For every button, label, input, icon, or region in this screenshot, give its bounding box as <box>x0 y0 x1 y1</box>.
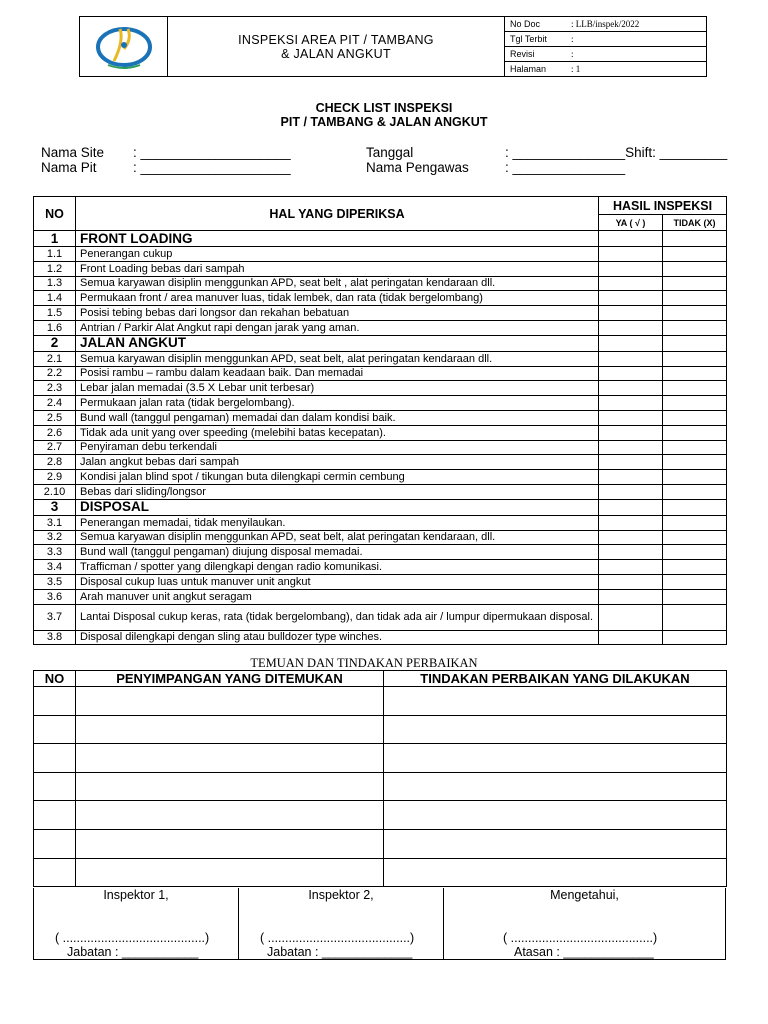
item-text: Arah manuver unit angkut seragam <box>76 589 599 604</box>
item-number: 2.8 <box>34 455 76 470</box>
item-text: Disposal dilengkapi dengan sling atau bulldozer type winches. <box>76 630 599 645</box>
table-row <box>34 858 727 887</box>
table-row <box>34 715 727 744</box>
section-number: 1 <box>34 231 76 247</box>
result-yes-cell[interactable] <box>599 410 663 425</box>
col-header-yes: YA ( √ ) <box>599 215 663 231</box>
result-no-cell[interactable] <box>663 470 727 485</box>
table-row <box>34 604 727 630</box>
result-yes-cell[interactable] <box>599 366 663 381</box>
item-text: Antrian / Parkir Alat Angkut rapi dengan jarak yang aman. <box>76 320 599 335</box>
item-text: Kondisi jalan blind spot / tikungan buta dilengkapi cermin cembung <box>76 470 599 485</box>
result-yes-cell[interactable] <box>599 351 663 366</box>
result-no-cell[interactable] <box>663 574 727 589</box>
item-number: 2.5 <box>34 410 76 425</box>
item-number: 2.1 <box>34 351 76 366</box>
item-number: 1.2 <box>34 261 76 276</box>
inspector1-title: Inspektor 1, <box>103 888 169 902</box>
item-text: Bund wall (tanggul pengaman) memadai dan dalam kondisi baik. <box>76 410 599 425</box>
result-no-cell[interactable] <box>663 320 727 335</box>
meta-row-issue-date <box>505 32 706 47</box>
action-cell[interactable] <box>384 772 727 801</box>
finding-no-cell[interactable] <box>34 744 76 773</box>
item-number: 3.8 <box>34 630 76 645</box>
item-text: Semua karyawan disiplin menggunkan APD, seat belt, alat peringatan kendaraan, dll. <box>76 530 599 545</box>
action-cell[interactable] <box>384 858 727 887</box>
col-header-item: HAL YANG DIPERIKSA <box>76 197 599 231</box>
approver-title: Mengetahui, <box>550 888 619 902</box>
site-label: Nama Site <box>41 145 105 160</box>
pit-field[interactable]: : ____________________ <box>133 160 291 175</box>
inspector1-job-line: Jabatan : ___________ <box>67 945 199 959</box>
inspector2-title: Inspektor 2, <box>308 888 374 902</box>
item-number: 2.4 <box>34 396 76 411</box>
inspector1-name-line: ( .........................................) <box>55 931 210 945</box>
col-header-no: NO <box>34 197 76 231</box>
item-text: Semua karyawan disiplin menggunkan APD, seat belt , alat peringatan kendaraan dll. <box>76 276 599 291</box>
result-no-cell[interactable] <box>663 381 727 396</box>
date-shift-field[interactable]: : _______________Shift: _________ <box>505 145 728 160</box>
table-row <box>34 410 727 425</box>
approver-signature[interactable] <box>444 888 725 959</box>
meta-value: : <box>571 34 574 44</box>
result-no-cell[interactable] <box>663 530 727 545</box>
findings-col-no: NO <box>34 671 76 687</box>
result-yes-cell[interactable] <box>599 425 663 440</box>
table-row <box>34 470 727 485</box>
header-title-line1: INSPEKSI AREA PIT / TAMBANG <box>238 32 434 47</box>
meta-label: Tgl Terbit <box>510 34 547 44</box>
findings-table <box>33 670 727 887</box>
result-yes-cell[interactable] <box>599 247 663 262</box>
meta-label: Halaman <box>510 64 547 74</box>
result-yes-cell[interactable] <box>599 381 663 396</box>
result-no-cell[interactable] <box>663 560 727 575</box>
supervisor-field[interactable]: : _______________ <box>505 160 626 175</box>
document-meta <box>505 17 706 76</box>
meta-value: : <box>571 49 574 59</box>
table-row <box>34 589 727 604</box>
result-no-cell[interactable] <box>663 306 727 321</box>
header-title-line2: & JALAN ANGKUT <box>281 46 391 61</box>
item-number: 3.4 <box>34 560 76 575</box>
checklist-table <box>33 196 727 645</box>
section-row-disposal <box>34 499 727 515</box>
result-no-cell[interactable] <box>663 276 727 291</box>
table-row <box>34 455 727 470</box>
company-logo-icon <box>94 21 154 73</box>
result-yes-cell[interactable] <box>599 560 663 575</box>
meta-row-doc-no <box>505 17 706 32</box>
table-row <box>34 381 727 396</box>
col-header-no-mark: TIDAK (X) <box>663 215 727 231</box>
section-row-haul-road <box>34 335 727 351</box>
item-text: Lantai Disposal cukup keras, rata (tidak bergelombang), dan tidak ada air / lumpur dipermukaan disposal. <box>76 604 599 630</box>
meta-row-revision <box>505 47 706 62</box>
result-no-cell[interactable] <box>663 261 727 276</box>
inspector2-signature[interactable] <box>239 888 444 959</box>
result-yes-cell[interactable] <box>599 545 663 560</box>
result-no-cell[interactable] <box>663 231 727 247</box>
item-text: Penerangan cukup <box>76 247 599 262</box>
item-text: Posisi rambu – rambu dalam keadaan baik. Dan memadai <box>76 366 599 381</box>
result-yes-cell[interactable] <box>599 276 663 291</box>
result-yes-cell[interactable] <box>599 470 663 485</box>
result-yes-cell[interactable] <box>599 396 663 411</box>
result-yes-cell[interactable] <box>599 530 663 545</box>
section-row-front-loading <box>34 231 727 247</box>
table-row <box>34 772 727 801</box>
result-no-cell[interactable] <box>663 484 727 499</box>
result-yes-cell[interactable] <box>599 291 663 306</box>
item-text: Front Loading bebas dari sampah <box>76 261 599 276</box>
approver-job-line: Atasan : _____________ <box>514 945 654 959</box>
item-number: 3.6 <box>34 589 76 604</box>
finding-no-cell[interactable] <box>34 801 76 830</box>
finding-cell[interactable] <box>76 715 384 744</box>
item-text: Bund wall (tanggul pengaman) diujung disposal memadai. <box>76 545 599 560</box>
inspector2-name-line: ( .........................................) <box>260 931 415 945</box>
item-text: Disposal cukup luas untuk manuver unit angkut <box>76 574 599 589</box>
result-no-cell[interactable] <box>663 589 727 604</box>
table-row <box>34 530 727 545</box>
table-row <box>34 351 727 366</box>
result-no-cell[interactable] <box>663 425 727 440</box>
table-row <box>34 366 727 381</box>
item-number: 2.10 <box>34 484 76 499</box>
findings-col-finding: PENYIMPANGAN YANG DITEMUKAN <box>76 671 384 687</box>
finding-no-cell[interactable] <box>34 829 76 858</box>
item-number: 3.2 <box>34 530 76 545</box>
approver-name-line: ( .........................................) <box>503 931 658 945</box>
result-no-cell[interactable] <box>663 515 727 530</box>
item-text: Tidak ada unit yang over speeding (melebihi batas kecepatan). <box>76 425 599 440</box>
result-no-cell[interactable] <box>663 410 727 425</box>
action-cell[interactable] <box>384 829 727 858</box>
result-yes-cell[interactable] <box>599 589 663 604</box>
meta-label: Revisi <box>510 49 535 59</box>
col-header-result: HASIL INSPEKSI <box>599 197 727 215</box>
result-yes-cell[interactable] <box>599 455 663 470</box>
inspector1-signature[interactable] <box>34 888 239 959</box>
findings-header-row <box>34 671 727 687</box>
document-header <box>79 16 707 77</box>
table-row <box>34 515 727 530</box>
finding-no-cell[interactable] <box>34 858 76 887</box>
table-row <box>34 276 727 291</box>
result-no-cell[interactable] <box>663 396 727 411</box>
section-number: 2 <box>34 335 76 351</box>
supervisor-label: Nama Pengawas <box>366 160 469 175</box>
result-yes-cell[interactable] <box>599 320 663 335</box>
result-no-cell[interactable] <box>663 499 727 515</box>
item-number: 3.7 <box>34 604 76 630</box>
checklist-title-line2: PIT / TAMBANG & JALAN ANGKUT <box>280 115 488 129</box>
result-yes-cell[interactable] <box>599 484 663 499</box>
item-text: Trafficman / spotter yang dilengkapi dengan radio komunikasi. <box>76 560 599 575</box>
finding-cell[interactable] <box>76 687 384 716</box>
item-text: Penerangan memadai, tidak menyilaukan. <box>76 515 599 530</box>
item-text: Bebas dari sliding/longsor <box>76 484 599 499</box>
checklist-title-line1: CHECK LIST INSPEKSI <box>315 101 453 115</box>
action-cell[interactable] <box>384 715 727 744</box>
result-no-cell[interactable] <box>663 440 727 455</box>
result-yes-cell[interactable] <box>599 630 663 645</box>
meta-value: : LLB/inspek/2022 <box>571 19 640 29</box>
finding-no-cell[interactable] <box>34 715 76 744</box>
inspector2-job-line: Jabatan : _____________ <box>267 945 413 959</box>
item-number: 2.2 <box>34 366 76 381</box>
table-row <box>34 320 727 335</box>
item-text: Penyiraman debu terkendali <box>76 440 599 455</box>
result-no-cell[interactable] <box>663 630 727 645</box>
item-number: 1.5 <box>34 306 76 321</box>
table-row <box>34 306 727 321</box>
table-row <box>34 574 727 589</box>
result-no-cell[interactable] <box>663 351 727 366</box>
table-row <box>34 261 727 276</box>
meta-row-page <box>505 62 706 76</box>
meta-value: : 1 <box>571 64 581 74</box>
finding-cell[interactable] <box>76 829 384 858</box>
finding-cell[interactable] <box>76 772 384 801</box>
table-row <box>34 687 727 716</box>
result-yes-cell[interactable] <box>599 499 663 515</box>
checklist-header-row <box>34 197 727 215</box>
item-number: 3.3 <box>34 545 76 560</box>
table-row <box>34 425 727 440</box>
signature-block <box>33 888 726 960</box>
result-yes-cell[interactable] <box>599 574 663 589</box>
result-yes-cell[interactable] <box>599 604 663 630</box>
result-no-cell[interactable] <box>663 291 727 306</box>
table-row <box>34 247 727 262</box>
item-number: 1.6 <box>34 320 76 335</box>
document-title-cell <box>168 17 505 76</box>
table-row <box>34 484 727 499</box>
section-title: DISPOSAL <box>76 499 599 515</box>
item-text: Jalan angkut bebas dari sampah <box>76 455 599 470</box>
meta-label: No Doc <box>510 19 541 29</box>
result-yes-cell[interactable] <box>599 261 663 276</box>
finding-no-cell[interactable] <box>34 772 76 801</box>
item-number: 3.1 <box>34 515 76 530</box>
item-text: Permukaan front / area manuver luas, tidak lembek, dan rata (tidak bergelombang) <box>76 291 599 306</box>
finding-cell[interactable] <box>76 858 384 887</box>
result-yes-cell[interactable] <box>599 231 663 247</box>
result-no-cell[interactable] <box>663 366 727 381</box>
table-row <box>34 291 727 306</box>
section-number: 3 <box>34 499 76 515</box>
pit-label: Nama Pit <box>41 160 97 175</box>
table-row <box>34 829 727 858</box>
item-number: 1.3 <box>34 276 76 291</box>
item-text: Posisi tebing bebas dari longsor dan rekahan bebatuan <box>76 306 599 321</box>
logo-cell <box>80 17 168 76</box>
item-number: 2.6 <box>34 425 76 440</box>
finding-cell[interactable] <box>76 744 384 773</box>
item-number: 2.3 <box>34 381 76 396</box>
item-text: Permukaan jalan rata (tidak bergelombang). <box>76 396 599 411</box>
item-text: Lebar jalan memadai (3.5 X Lebar unit terbesar) <box>76 381 599 396</box>
findings-col-action: TINDAKAN PERBAIKAN YANG DILAKUKAN <box>384 671 727 687</box>
section-title: FRONT LOADING <box>76 231 599 247</box>
section-title: JALAN ANGKUT <box>76 335 599 351</box>
item-number: 1.1 <box>34 247 76 262</box>
result-yes-cell[interactable] <box>599 440 663 455</box>
result-no-cell[interactable] <box>663 545 727 560</box>
result-yes-cell[interactable] <box>599 335 663 351</box>
result-yes-cell[interactable] <box>599 515 663 530</box>
table-row <box>34 440 727 455</box>
table-row <box>34 801 727 830</box>
finding-cell[interactable] <box>76 801 384 830</box>
table-row <box>34 396 727 411</box>
table-row <box>34 545 727 560</box>
table-row <box>34 560 727 575</box>
result-yes-cell[interactable] <box>599 306 663 321</box>
result-no-cell[interactable] <box>663 335 727 351</box>
item-text: Semua karyawan disiplin menggunkan APD, seat belt, alat peringatan kendaraan dll. <box>76 351 599 366</box>
item-number: 3.5 <box>34 574 76 589</box>
result-no-cell[interactable] <box>663 247 727 262</box>
result-no-cell[interactable] <box>663 604 727 630</box>
action-cell[interactable] <box>384 801 727 830</box>
item-number: 2.9 <box>34 470 76 485</box>
table-row <box>34 630 727 645</box>
item-number: 1.4 <box>34 291 76 306</box>
item-number: 2.7 <box>34 440 76 455</box>
table-row <box>34 744 727 773</box>
result-no-cell[interactable] <box>663 455 727 470</box>
action-cell[interactable] <box>384 744 727 773</box>
action-cell[interactable] <box>384 687 727 716</box>
site-field[interactable]: : ____________________ <box>133 145 291 160</box>
findings-caption: TEMUAN DAN TINDAKAN PERBAIKAN <box>250 656 478 670</box>
finding-no-cell[interactable] <box>34 687 76 716</box>
date-label: Tanggal <box>366 145 414 160</box>
